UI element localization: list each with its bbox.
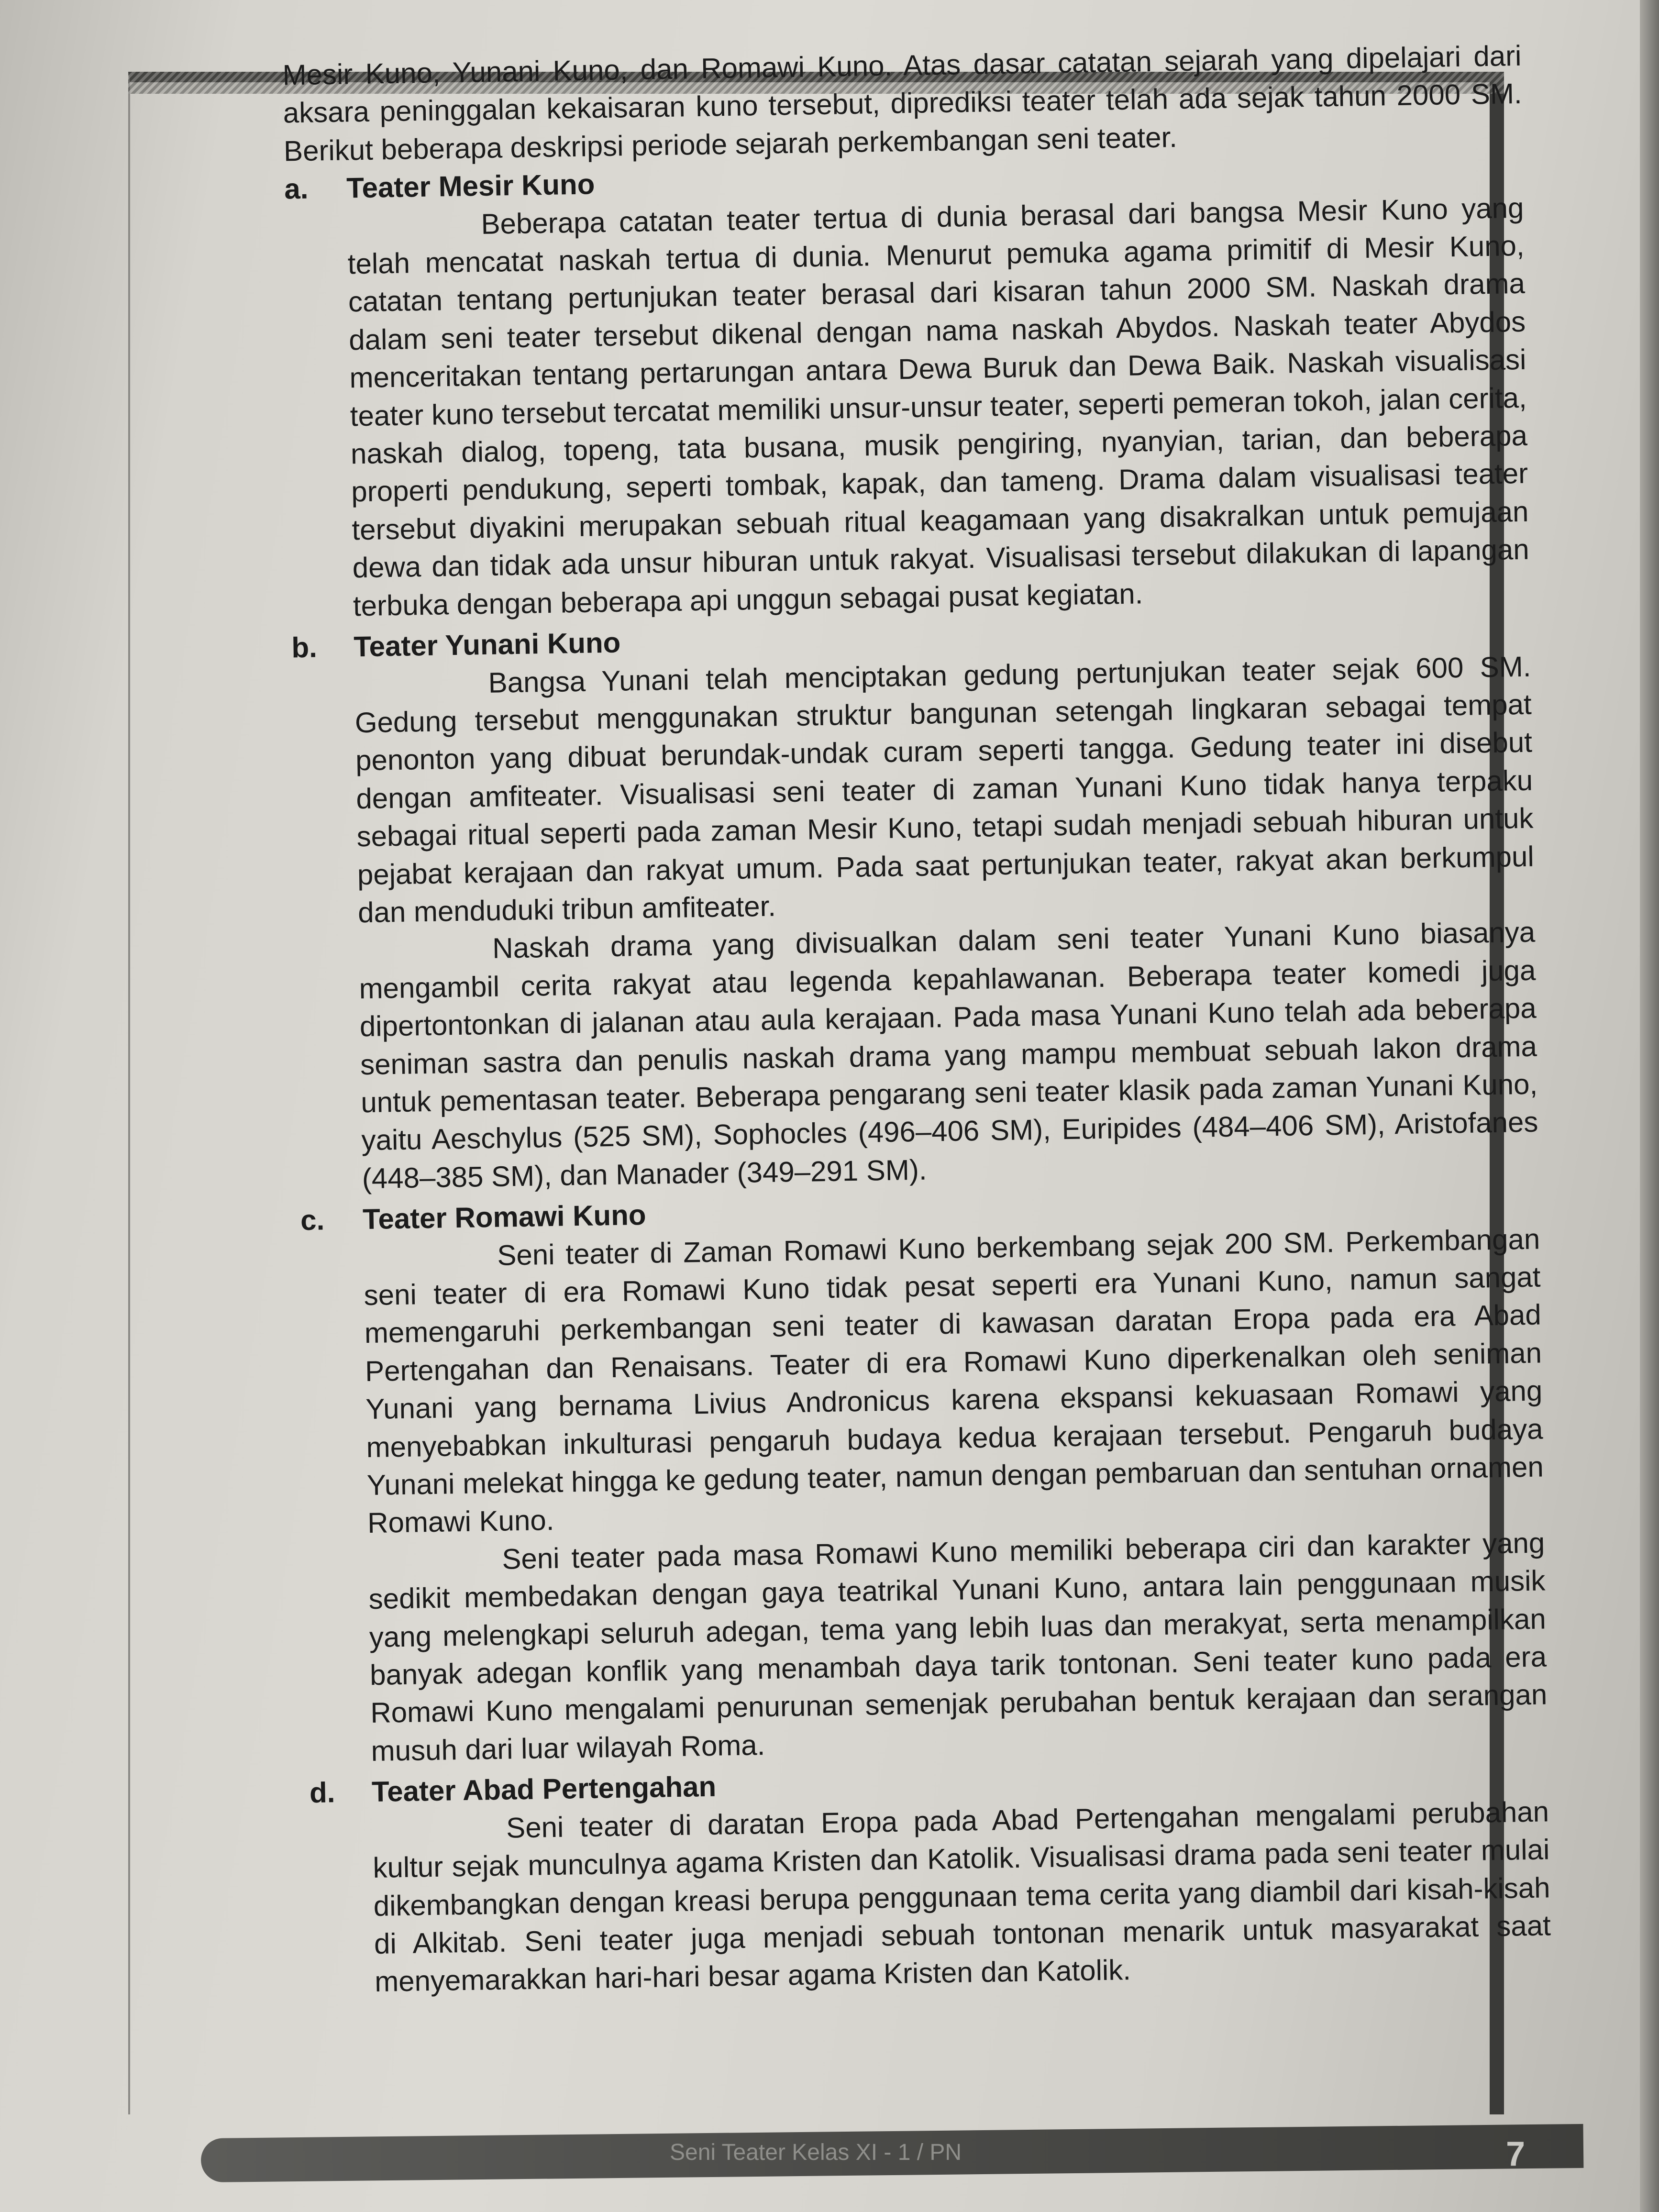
- section-a: [284, 151, 1530, 626]
- section-c: [300, 1182, 1548, 1771]
- section-title: Teater Abad Pertengahan: [371, 1770, 717, 1808]
- section-letter: c.: [300, 1204, 325, 1237]
- section-paragraph: Naskah drama yang divisualkan dalam seni teater Yunani Kuno biasanya mengambil cerita rakyat atau legenda kepahlawanan. Beberapa teater komedi juga dipertontonkan di jalanan atau aula kerajaan. Pada masa Yunani Kuno telah ada beberapa seniman sastra dan penulis naskah drama yang mampu membuat sebuah lakon drama untuk pementasan teater. Beberapa pengarang seni teater klasik pada zaman Yunani Kuno, yaitu Aeschylus (525 SM), Sophocles (496–406 SM), Euripides (484–406 SM), Aristofanes (448–385 SM), dan Manader (349–291 SM).: [359, 916, 1538, 1194]
- section-paragraph: Seni teater di Zaman Romawi Kuno berkembang sejak 200 SM. Perkembangan seni teater di era Romawi Kuno tidak pesat seperti era Yunani Kuno, namun sangat memengaruhi perkembangan seni teater di kawasan daratan Eropa pada era Abad Pertengahan dan Renaisans. Teater di era Romawi Kuno diperkenalkan oleh seniman Yunani yang bernama Livius Andronicus karena ekspansi kekuasaan Romawi yang menyebabkan inkulturasi pengaruh budaya kedua kerajaan tersebut. Pengaruh budaya Yunani melekat hingga ke gedung teater, namun dengan pembaruan dan sentuhan ornamen Romawi Kuno.: [364, 1223, 1544, 1539]
- section-b: [291, 609, 1539, 1199]
- section-letter: a.: [284, 172, 309, 205]
- section-title: Teater Romawi Kuno: [362, 1199, 646, 1236]
- section-paragraph: Seni teater di daratan Eropa pada Abad Pertengahan mengalami perubahan kultur sejak munculnya agama Kristen dan Katolik. Visualisasi drama pada seni teater mulai dikembangkan dengan kreasi berupa penggunaan tema cerita yang diambil dari kisah-kisah di Alkitab. Seni teater juga menjadi sebuah tontonan menarik untuk masyarakat saat menyemarakkan hari-hari besar agama Kristen dan Katolik.: [372, 1795, 1551, 1998]
- page-content: [268, 37, 1552, 2002]
- section-paragraph: Beberapa catatan teater tertua di dunia berasal dari bangsa Mesir Kuno yang telah mencatat naskah tertua di dunia. Menurut pemuka agama primitif di Mesir Kuno, catatan tentang pertunjukan teater berasal dari kisaran tahun 2000 SM. Naskah drama dalam seni teater tersebut dikenal dengan nama naskah Abydos. Naskah teater Abydos menceritakan tentang pertarungan antara Dewa Buruk dan Dewa Baik. Naskah visualisasi teater kuno tersebut tercatat memiliki unsur-unsur teater, seperti pemeran tokoh, jalan cerita, naskah dialog, topeng, tata busana, musik pengiring, nyanyian, tarian, dan beberapa properti pendukung, seperti tombak, kapak, dan tameng. Drama dalam visualisasi teater tersebut diyakini merupakan sebuah ritual keagamaan yang disakralkan untuk pemujaan dewa dan tidak ada unsur hiburan untuk rakyat. Visualisasi tersebut dilakukan di lapangan terbuka dengan beberapa api unggun sebagai pusat kegiatan.: [347, 191, 1530, 622]
- section-letter: d.: [309, 1776, 335, 1809]
- intro-paragraph: Mesir Kuno, Yunani Kuno, dan Romawi Kuno. Atas dasar catatan sejarah yang dipelajari dari aksara peninggalan kekaisaran kuno tersebut, diprediksi teater telah ada sejak tahun 2000 SM. Berikut beberapa deskripsi periode sejarah perkembangan seni teater.: [282, 39, 1523, 167]
- section-title: Teater Mesir Kuno: [346, 168, 595, 204]
- section-letter: b.: [291, 631, 318, 664]
- section-title: Teater Yunani Kuno: [353, 626, 621, 663]
- footer-text: Seni Teater Kelas XI - 1 / PN: [670, 2140, 962, 2165]
- page-number: 7: [1506, 2135, 1526, 2173]
- page-edge: [1640, 0, 1659, 2212]
- section-d: [309, 1755, 1551, 2002]
- section-paragraph: Seni teater pada masa Romawi Kuno memiliki beberapa ciri dan karakter yang sedikit membedakan dengan gaya teatrikal Yunani Kuno, antara lain penggunaan musik yang melengkapi seluruh adegan, tema yang lebih luas dan merakyat, serta menampilkan banyak adegan konflik yang menambah daya tarik tontonan. Seni teater kuno pada era Romawi Kuno mengalami penurunan semenjak perubahan bentuk kerajaan dan serangan musuh dari luar wilayah Roma.: [368, 1526, 1548, 1767]
- section-paragraph: Bangsa Yunani telah menciptakan gedung pertunjukan teater sejak 600 SM. Gedung tersebut menggunakan struktur bangunan setengah lingkaran sebagai tempat penonton yang dibuat berundak-undak curam seperti tangga. Gedung teater ini disebut dengan amfiteater. Visualisasi seni teater di zaman Yunani Kuno tidak hanya terpaku sebagai ritual seperti pada zaman Mesir Kuno, tetapi sudah menjadi sebuah hiburan untuk pejabat kerajaan dan rakyat umum. Pada saat pertunjukan teater, rakyat akan berkumpul dan menduduki tribun amfiteater.: [354, 650, 1535, 929]
